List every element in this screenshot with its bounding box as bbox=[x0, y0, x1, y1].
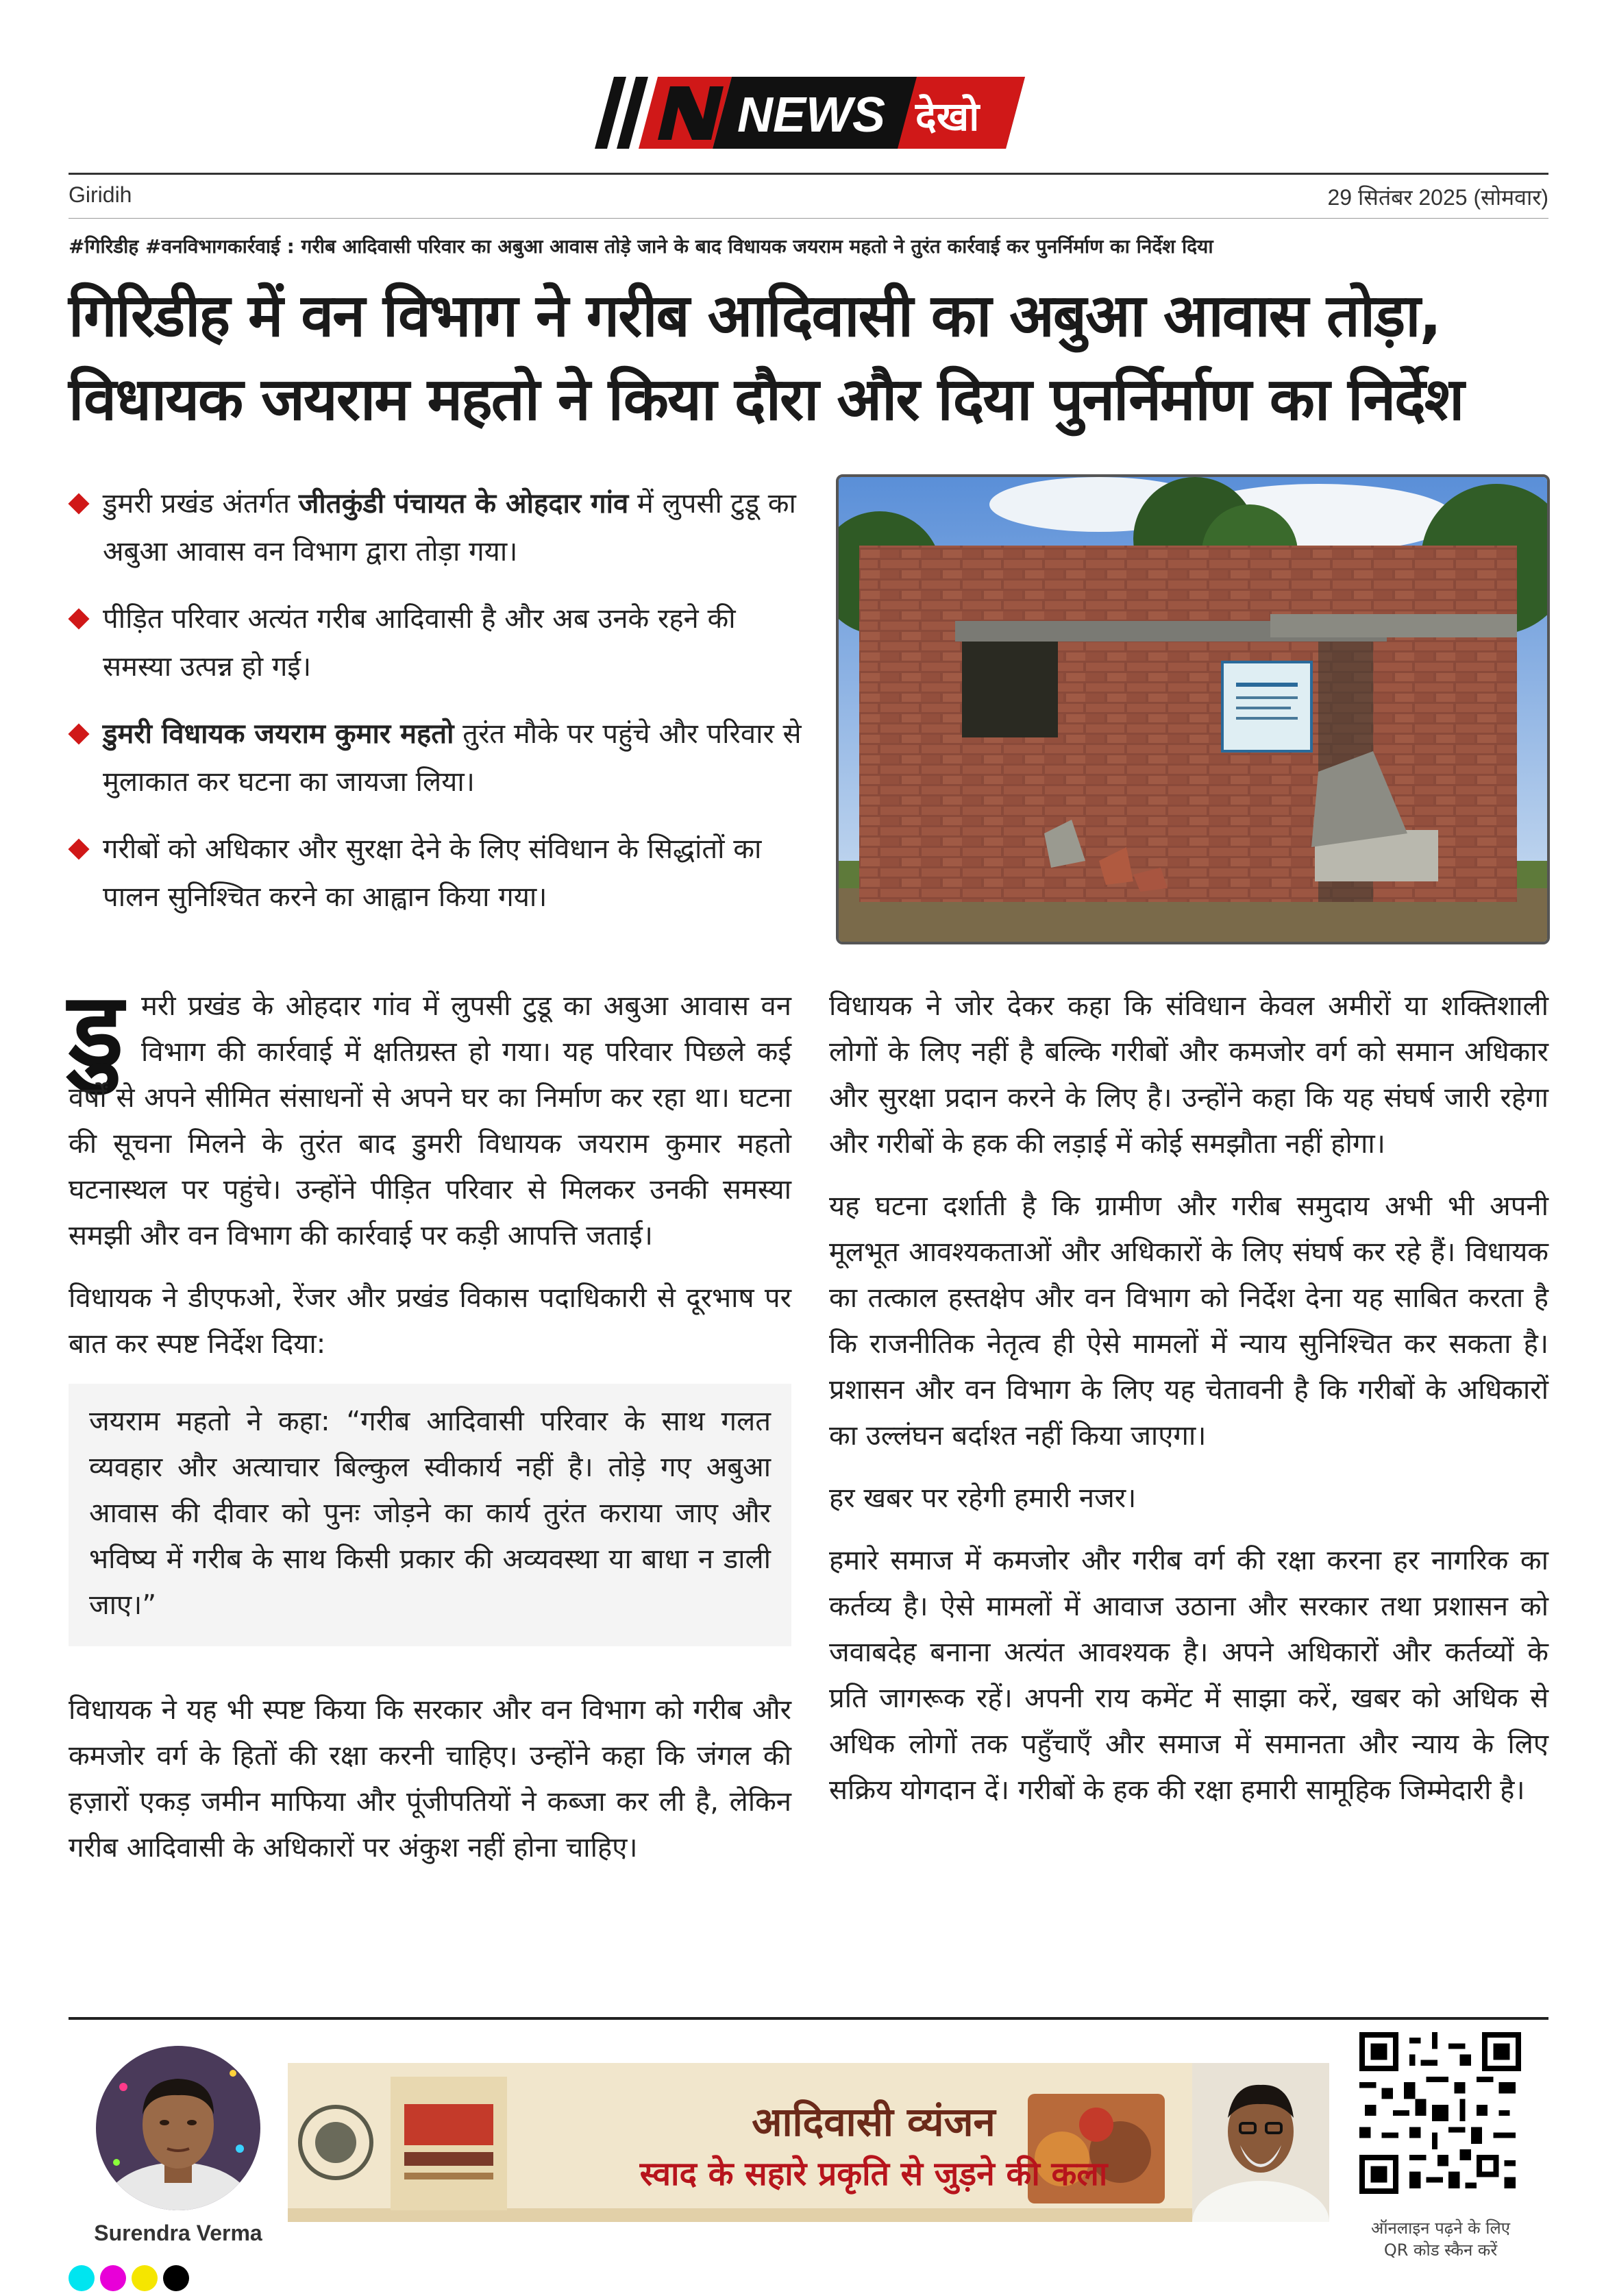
dateline bbox=[69, 180, 1548, 214]
paragraph: विधायक ने यह भी स्पष्ट किया कि सरकार और वन विभाग को गरीब और कमजोर वर्ग के हितों की रक्षा करनी चाहिए। उन्होंने कहा कि जंगल की हज़ारों एकड़ जमीन माफिया और पूंजीपतियों ने कब्जा कर ली है, लेकिन गरीब आदिवासी के अधिकारों पर अंकुश नहीं होना चाहिए। bbox=[69, 1694, 791, 1864]
paragraph: यह घटना दर्शाती है कि ग्रामीण और गरीब समुदाय अभी भी अपनी मूलभूत आवश्यकताओं और अधिकारों के लिए संघर्ष कर रहे हैं। विधायक का तत्काल हस्तक्षेप और वन विभाग को निर्देश देना यह साबित करता है कि राजनीतिक नेतृत्व ही ऐसे मामलों में न्याय सुनिश्चित कर सकता है। प्रशासन और वन विभाग के लिए यह चेतावनी है कि गरीबों के अधिकारों का उल्लंघन बर्दाश्त नहीं किया जाएगा। bbox=[829, 1190, 1548, 1452]
black-dot bbox=[163, 2265, 189, 2291]
logo-hindi-text: देखो bbox=[915, 93, 980, 140]
location: Giridih bbox=[69, 182, 132, 207]
banner-title: आदिवासी व्यंजन bbox=[752, 2099, 996, 2145]
lead-paragraph bbox=[69, 971, 791, 1259]
article-photo[interactable] bbox=[836, 474, 1550, 944]
red-diamond-icon bbox=[68, 838, 89, 859]
highlight-item: गरीबों को अधिकार और सुरक्षा देने के लिए संविधान के सिद्धांतों का पालन सुनिश्चित करने का आह्वान किया गया। bbox=[69, 825, 808, 921]
red-diamond-icon bbox=[68, 493, 89, 514]
article-column-right bbox=[829, 984, 1548, 1830]
article-column-left bbox=[69, 971, 791, 1888]
author-name: Surendra Verma bbox=[94, 2221, 262, 2245]
kicker-hashtags: #गिरिडीह #वनविभागकार्रवाई : गरीब आदिवासी परिवार का अबुआ आवास तोड़े जाने के बाद विधायक जयराम महतो ने तुरंत कार्रवाई कर पुनर्निर्माण का निर्देश दिया bbox=[69, 235, 1213, 258]
highlight-item: डुमरी विधायक जयराम कुमार महतो तुरंत मौके पर पहुंचे और परिवार से मुलाकात कर घटना का जायजा लिया। bbox=[69, 710, 808, 806]
headline-line-2: विधायक जयराम महतो ने किया दौरा और दिया पुनर्निर्माण का निर्देश bbox=[69, 365, 1464, 434]
advertisement-banner[interactable] bbox=[288, 2063, 1329, 2222]
paragraph: विधायक ने जोर देकर कहा कि संविधान केवल अमीरों या शक्तिशाली लोगों के लिए नहीं है बल्कि गरीबों और कमजोर वर्ग को समान अधिकार और सुरक्षा प्रदान करने के लिए है। उन्होंने कहा कि यह संघर्ष जारी रहेगा और गरीबों के हक की लड़ाई में कोई समझौता नहीं होगा। bbox=[829, 990, 1548, 1160]
qr-code[interactable] bbox=[1359, 2032, 1521, 2194]
cyan-dot bbox=[69, 2265, 95, 2291]
date: 29 सितंबर 2025 (सोमवार) bbox=[1327, 185, 1548, 210]
headline-line-1: गिरिडीह में वन विभाग ने गरीब आदिवासी का अबुआ आवास तोड़ा, bbox=[69, 282, 1441, 350]
headline bbox=[69, 274, 1548, 441]
qr-caption: ऑनलाइन पढ़ने के लिए QR कोड स्कैन करें bbox=[1370, 2219, 1510, 2260]
highlight-item: डुमरी प्रखंड अंतर्गत जीतकुंडी पंचायत के ओहदार गांव में लुपसी टुडू का अबुआ आवास वन विभाग द्वारा तोड़ा गया। bbox=[69, 480, 808, 576]
paragraph: हर खबर पर रहेगी हमारी नजर। bbox=[829, 1482, 1137, 1514]
author-avatar[interactable] bbox=[96, 2046, 260, 2210]
paragraph: विधायक ने डीएफओ, रेंजर और प्रखंड विकास पदाधिकारी से दूरभाष पर बात कर स्पष्ट निर्देश दिया: bbox=[69, 1282, 791, 1360]
banner-subtitle: स्वाद के सहारे प्रकृति से जुड़ने की कला bbox=[639, 2155, 1108, 2193]
dropcap: डु bbox=[69, 971, 124, 1090]
logo-brand-text: NEWS bbox=[737, 88, 885, 143]
top-rule bbox=[69, 173, 1548, 175]
red-diamond-icon bbox=[68, 723, 89, 744]
quote-text: जयराम महतो ने कहा: “गरीब आदिवासी परिवार के साथ गलत व्यवहार और अत्याचार बिल्कुल स्वीकार्य नहीं है। तोड़े गए अबुआ आवास की दीवार को पुनः जोड़ने का कार्य तुरंत कराया जाए और भविष्य में गरीब के साथ किसी प्रकार की अव्यवस्था या बाधा न डाली जाए।” bbox=[89, 1406, 771, 1621]
cmyk-registration-dots bbox=[69, 2265, 195, 2293]
highlight-item: पीड़ित परिवार अत्यंत गरीब आदिवासी है और अब उनके रहने की समस्या उत्पन्न हो गई। bbox=[69, 595, 808, 691]
footer-rule bbox=[69, 2017, 1548, 2020]
news-dekho-logo[interactable] bbox=[595, 77, 1025, 149]
highlights-list bbox=[69, 480, 808, 940]
masthead bbox=[0, 77, 1617, 149]
thin-rule bbox=[69, 218, 1548, 219]
magenta-dot bbox=[100, 2265, 126, 2291]
paragraph: मरी प्रखंड के ओहदार गांव में लुपसी टुडू का अबुआ आवास वन विभाग की कार्रवाई में क्षतिग्रस्त हो गया। यह परिवार पिछले कई वर्षों से अपने सीमित संसाधनों से अपने घर का निर्माण कर रहा था। घटना की सूचना मिलने के तुरंत बाद डुमरी विधायक जयराम कुमार महतो घटनास्थल पर पहुंचे। उन्होंने पीड़ित परिवार से मिलकर उनकी समस्या समझी और वन विभाग की कार्रवाई पर कड़ी आपत्ति जताई। bbox=[69, 990, 791, 1251]
yellow-dot bbox=[132, 2265, 158, 2291]
paragraph: हमारे समाज में कमजोर और गरीब वर्ग की रक्षा करना हर नागरिक का कर्तव्य है। ऐसे मामलों में आवाज उठाना और सरकार तथा प्रशासन को जवाबदेह बनाना अत्यंत आवश्यक है। अपने अधिकारों और कर्तव्यों के प्रति जागरूक रहें। अपनी राय कमेंट में साझा करें, खबर को अधिक से अधिक लोगों तक पहुँचाएँ और समाज में समानता और न्याय के लिए सक्रिय योगदान दें। गरीबों के हक की रक्षा हमारी सामूहिक जिम्मेदारी है। bbox=[829, 1545, 1548, 1806]
blockquote bbox=[69, 1384, 791, 1646]
red-diamond-icon bbox=[68, 608, 89, 629]
